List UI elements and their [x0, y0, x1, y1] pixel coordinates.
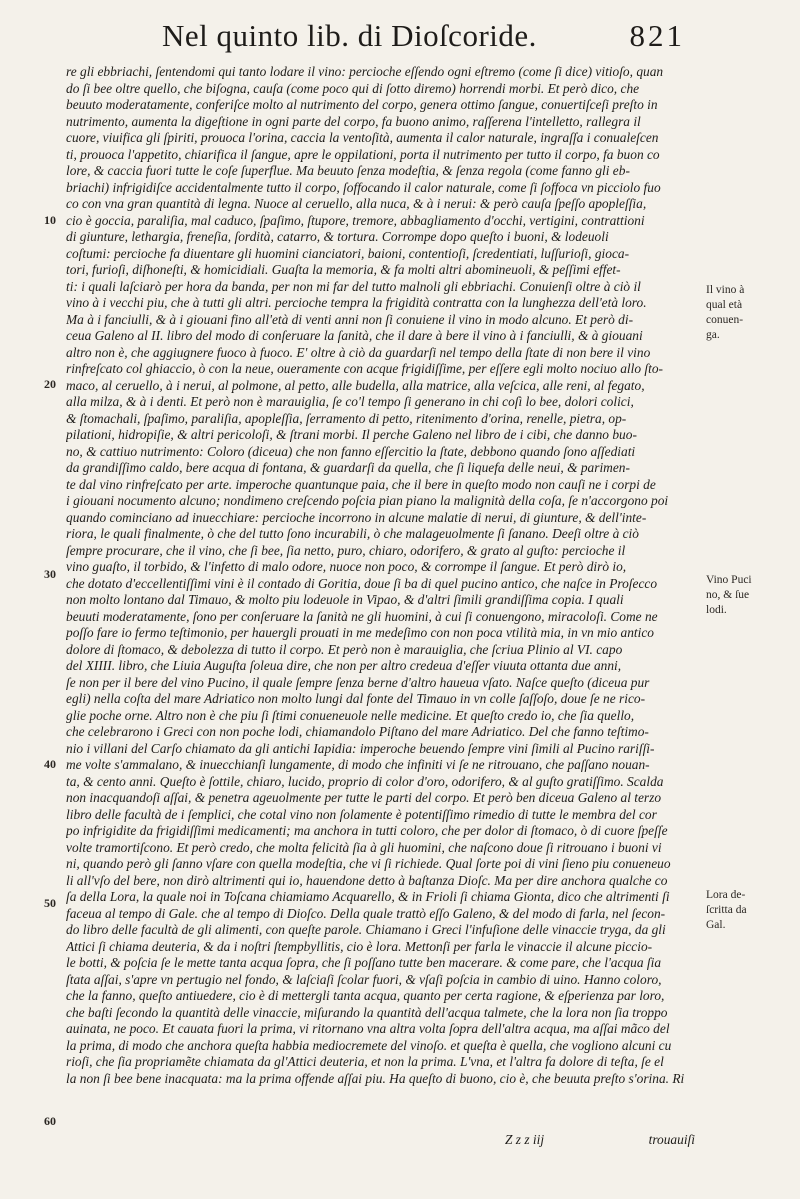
text-line: glie poche orne. Altro non è che piu ſi ſtimi conueneuole nelle medicine. Et queſto credo io, che ſia quello, — [66, 707, 635, 723]
text-line: ti, prouoca l'appetito, chiarifica il ſangue, apre le oppilationi, porta il nutrimento per tutto il corpo, fa buon co — [66, 146, 660, 162]
text-line: ni, quando però gli ſanno vſare con quella modeſtia, che vi ſi richiede. Qual ſorte poi di vini ſieno piu conueneuo — [66, 856, 671, 871]
signature-mark: Z z z iij — [505, 1132, 545, 1147]
text-line: pilationi, hidropiſie, & altri pericoloſi, & ſtrani morbi. Il perche Galeno nel libro de i cibi, che danno buo- — [66, 427, 637, 442]
side-note-line: ſcritta da — [706, 904, 747, 916]
text-line: po infrigidite da frigidiſſimi medicamenti; ma anchora in tutti coloro, che per dolor di ſtomaco, ò di cuore ſpeſſe — [66, 823, 668, 838]
text-line: auinata, ne poco. Et cauata fuori la prima, vi ritornano vna altra volta ſopra dell'altra acqua, ma aſſai mãco del — [66, 1021, 670, 1036]
page-number: 821 — [629, 18, 685, 53]
text-line: coſtumi: percioche fa diuentare gli huomini cianciatori, baioni, contentioſi, ſcredentiati, luſſurioſi, gioca- — [66, 245, 630, 261]
line-number-50: 50 — [44, 896, 56, 910]
text-line: ceua Galeno al II. libro del modo di conſeruare la ſanità, che il dare à bere il vino à i fanciulli, & à giouani — [66, 328, 643, 343]
text-line: da grandiſſimo caldo, bere acqua di fontana, & guardarſi da quella, che ſi liquefa delle neui, & parimen- — [66, 460, 630, 475]
text-line: che celebrarono i Greci con non poche lodi, chiamandolo Piſtano del mare Adriatico. Del che fanno teſtimo- — [66, 724, 649, 739]
text-line: quando cominciano ad inuecchiare: percioche incorrono in alcune malatie di nerui, di giunture, & dell'inte- — [66, 509, 647, 525]
text-line: me volte s'ammalano, & inuecchianſi lungamente, di modo che infiniti vi ſe ne ritrouano, che paſſano nouan- — [66, 757, 650, 772]
catchword: trouauiſi — [648, 1132, 695, 1147]
side-note-line: Il vino à — [706, 284, 745, 296]
side-note-line: ga. — [706, 329, 720, 341]
running-title: Nel quinto lib. di Dioſcoride. — [162, 18, 537, 53]
text-line: volte tramortiſcono. Et però credo, che molta felicità ſia à gli huomini, che naſcono doue ſi ritrouano i buoni vi — [66, 839, 662, 855]
text-line: altro non è, che aggiugnere fuoco à fuoco. E' oltre à ciò da guardarſi nel tempo della ſtate di non bere il vino — [66, 344, 651, 360]
page-header — [150, 18, 685, 58]
side-note-vino-pucino — [706, 573, 786, 618]
text-line: ſe non per il bere del vino Pucino, il quale ſempre ſenza berne d'altro haueua vſato. Naſce queſto (diceua pur — [66, 674, 650, 690]
text-line: che dotato d'eccellentiſſimi vini è il contado di Goritia, doue ſi ba di quel pucino antico, che naſce in Proſecco — [66, 575, 658, 591]
text-line: non molto lontano dal Timauo, & molto piu lodeuole in Vipao, & d'altri ſimili grandiſſima copia. I quali — [66, 592, 624, 607]
text-line: cuore, viuifica gli ſpiriti, prouoca l'orina, caccia la ventoſità, aumenta il calor naturale, ingraſſa i conualeſcen — [66, 130, 659, 145]
side-note-line: conuen- — [706, 314, 744, 326]
text-line: ſtata aſſai, s'apre vn pertugio nel fondo, & laſciaſi ſcolar fuori, & vſaſi poſcia in cambio di uino. Hanno coloro, — [66, 971, 662, 987]
text-line: te dal vino rinfreſcato per arte. imperoche quantunque paia, che il bere in queſto modo non cauſi ne i corpi de — [66, 476, 656, 492]
text-line: & ſtomachali, ſpaſimo, paraliſia, apopleſſia, ſerramento di petto, ritenimento d'orina, renelle, pietra, op- — [66, 410, 627, 426]
side-note-lora — [706, 888, 786, 933]
text-line: la non ſi bee bene inacquata: ma la prima offende aſſai piu. Ha queſto di buono, cio è, che beuuta preſto s'orina. Ri — [66, 1070, 685, 1086]
main-text-column — [66, 64, 691, 1087]
side-note-line: qual età — [706, 299, 743, 311]
text-line: non inacquandoſi aſſai, & penetra ageuolmente per tutte le parti del corpo. Et però ben diceua Galeno al terzo — [66, 790, 662, 805]
text-line: di giunture, lethargia, freneſia, ſordità, catarro, & tortura. Corrompe dopo queſto i buoni, & lodeuoli — [66, 229, 609, 244]
text-line: del XIIII. libro, che Liuia Auguſta ſoleua dire, che non per altro credeua d'eſſer viuuta ottanta due anni, — [66, 658, 622, 673]
text-line: nio i villani del Carſo chiamato da gli antichi Iapidia: imperoche beuendo ſempre vini ſimili al Pucino rariſſi- — [66, 740, 655, 756]
side-note-line: Vino Puci — [706, 574, 752, 586]
text-line: ti: i quali laſciarò per hora da banda, per non mi far del tutto malnoli gli ebbriachi. Conuienſi oltre à ciò il — [66, 278, 641, 294]
text-line: i giouani nocumento alcuno; nondimeno creſcendo poſcia pian piano la malignità della coſa, ſe n'accorgono poi — [66, 493, 669, 508]
text-line: ta, & cento anni. Queſto è ſottile, chiaro, lucido, proprio di color d'oro, odorifero, & al guſto gratiſſimo. Scalda — [66, 773, 664, 789]
text-line: Attici ſi chiama deuteria, & da i noſtri ſtempbyllitis, cio è lora. Mettonſi per farla le vinaccie il alcune piccio- — [66, 938, 653, 954]
text-line: do ſi bee oltre quello, che biſogna, cauſa (come poco qui di ſotto diremo) horrendi morbi. Et però dico, che — [66, 80, 640, 96]
text-line: no, & cattiuo nutrimento: Coloro (diceua) che non fanno eſſercitio la ſtate, debbono quando ſono aſſediati — [66, 443, 636, 459]
text-line: rinfreſcato col ghiaccio, ò con la neue, oueramente con acque frigidiſſime, per eſſere egli molto nociuo allo ſto- — [66, 361, 663, 376]
text-line: tori, furioſi, diſhoneſti, & homicidiali. Guaſta la memoria, & fa molti altri abomineuoli, & peſſimi effet- — [66, 262, 621, 277]
text-line: cio è goccia, paraliſia, mal caduco, ſpaſimo, ſtupore, tremore, abbagliamento d'occhi, vertigini, contrattioni — [66, 212, 645, 228]
side-note-line: lodi. — [706, 604, 727, 616]
text-line: nutrimento, aumenta la digeſtione in ogni parte del corpo, fa buono animo, raſſerena l'intelletto, rallegra il — [66, 113, 641, 129]
text-line: do libro delle facultà de gli alimenti, con queſte parole. Chiamano i Greci l'infuſione delle vinaccie tryga, da gli — [66, 922, 666, 937]
text-line: che baſti ſecondo la quantità delle vinaccie, miſurando la quantità dell'acqua talmete, che la lora non ſia troppo — [66, 1004, 668, 1020]
text-line: che la fanno, queſto antiuedere, cio è di mettergli tanta acqua, quanto per certa ragione, & eſperienza par loro, — [66, 988, 665, 1003]
side-note-line: no, & ſue — [706, 589, 750, 601]
page-footer — [505, 1132, 695, 1150]
text-line: maco, al ceruello, à i nerui, al polmone, al petto, alle budella, alla matrice, alla veſcica, alle reni, al fegato, — [66, 377, 645, 393]
text-line: libro delle facultà de i ſemplici, che cotal vino non ſolamente è potentiſſimo rimedio di tutte le membra del cor — [66, 806, 657, 822]
text-line: faceua al tempo di Gale. che al tempo di Dioſco. Della quale trattò eſſo Galeno, & del modo di farla, nel ſecon- — [66, 905, 666, 921]
text-line: rioſi, che ſia propriamẽte chiamata da gl'Attici deuteria, et non la prima. L'vna, et l'altra fa dolore di teſta, ſe el — [66, 1054, 664, 1069]
text-line: Ma à i fanciulli, & à i giouani fino all'età di venti anni non ſi conuiene il vino in modo alcuno. Et però di- — [66, 311, 634, 327]
text-line: vino à i vecchi piu, che à tutti gli altri. percioche tempra la frigidità contratta con la lunghezza dell'età loro. — [66, 295, 647, 310]
line-number-10: 10 — [44, 213, 56, 227]
text-line: vino guaſto, il torbido, & l'infetto di malo odore, nuoce non poco, & corrompe il ſangue. Et però dirò io, — [66, 559, 627, 574]
text-line: alla milza, & à i denti. Et però non è marauiglia, ſe co'l tempo ſi generano in chi coſì lo bee, dolori colici, — [66, 394, 634, 409]
text-line: riora, le quali finalmente, ò che del tutto ſono incurabili, ò che malageuolmente ſi ſanano. Deeſi oltre à ciò — [66, 526, 639, 541]
text-line: li all'vſo del bere, non dirò altrimenti qui io, hauendone detto à baſtanza Dioſc. Ma per dire anchora qualche co — [66, 872, 668, 888]
text-line: briachi) infrigidiſce accidentalmente tutto il corpo, ſoffocando il calor naturale, come ſi ſoffoca vn picciolo fuo — [66, 179, 661, 195]
line-number-60: 60 — [44, 1114, 56, 1128]
line-number-30: 30 — [44, 567, 56, 581]
text-line: lore, & caccia fuori tutte le coſe ſuperflue. Ma beuuto ſenza modeſtia, & ſenza regola (come fanno gli eb- — [66, 163, 630, 178]
text-line: re gli ebbriachi, ſentendomi qui tanto lodare il vino: percioche eſſendo ogni eſtremo (come ſi dice) vitioſo, quan — [66, 64, 664, 79]
text-line: beuuto moderatamente, conferiſce molto al nutrimento del corpo, genera ottimo ſangue, conuertiſceſi preſto in — [66, 97, 658, 112]
line-number-20: 20 — [44, 377, 56, 391]
text-line: ſempre procurare, che il vino, che ſi bee, ſia netto, puro, chiaro, odorifero, & grato al guſto: percioche il — [66, 542, 626, 558]
line-number-40: 40 — [44, 757, 56, 771]
text-line: la prima, di modo che anchora queſta habbia mediocremete del vinoſo. et queſta è quella, che vogliono alcuni cu — [66, 1037, 672, 1053]
text-line: ſa della Lora, la quale noi in Toſcana chiamiamo Acquarello, & in Frioli ſi chiama Gionta, dico che altrimenti ſi — [66, 889, 670, 904]
text-line: beuuti moderatamente, ſono per conſeruare la ſanità ne gli huomini, à cui ſi conuengono, miracoloſi. Come ne — [66, 608, 658, 624]
side-note-line: Lora de- — [706, 889, 746, 901]
text-line: poſſo fare io fermo teſtimonio, per hauergli prouati in me medeſimo con non poca vtilità mia, in vn mio antico — [66, 625, 654, 640]
text-line: le botti, & poſcia ſe le mette tanta acqua ſopra, che ſi poſſano tutte ben macerare. & come pare, che l'acqua ſia — [66, 955, 662, 970]
side-note-line: Gal. — [706, 919, 726, 931]
text-line: dolore di ſtomaco, & debolezza di tutto il corpo. Et però non è marauiglia, che ſcriua Plinio al VI. capo — [66, 641, 623, 657]
text-line: co con vna gran quantità di legna. Nuoce al ceruello, alla nuca, & à i nerui: & però cauſa ſpeſſo apopleſſia, — [66, 196, 647, 211]
text-line: egli) nella coſta del mare Adriatico non molto lungi dal fonte del Timauo in vn colle ſaſſoſo, doue ſe ne rico- — [66, 691, 646, 706]
side-note-vino-eta — [706, 283, 786, 343]
